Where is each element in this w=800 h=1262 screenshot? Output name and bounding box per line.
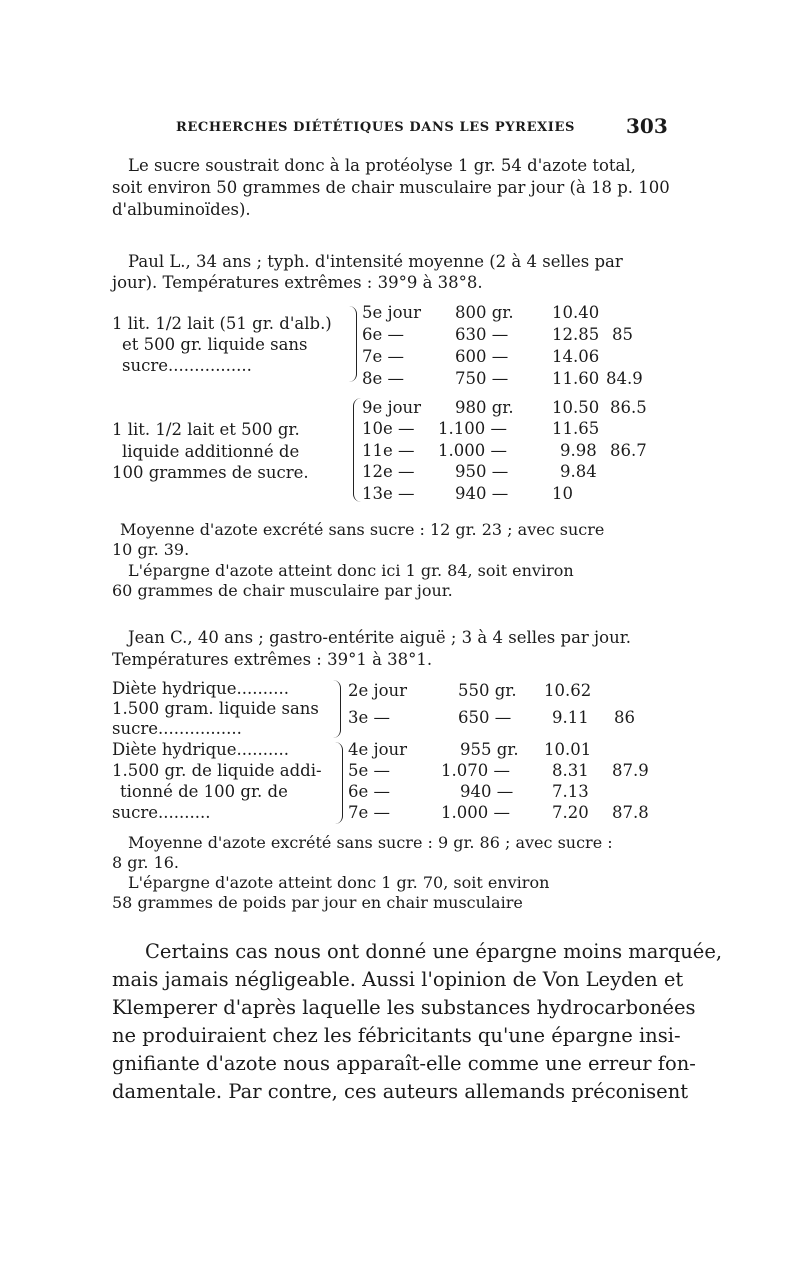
azote: 10.50 xyxy=(552,398,600,417)
azote: 11.65 xyxy=(552,419,600,438)
intro-line-3: d'albuminoïdes). xyxy=(112,200,251,219)
weight: 550 gr. xyxy=(458,681,517,700)
brace xyxy=(348,306,357,382)
extra: 86.7 xyxy=(610,441,647,460)
weight: 980 gr. xyxy=(455,398,514,417)
weight: 1.000 — xyxy=(441,803,510,822)
azote: 7.20 xyxy=(552,803,589,822)
day: 10e — xyxy=(362,419,415,438)
case2-summary-4: 58 grammes de poids par jour en chair musculaire xyxy=(112,893,523,912)
case2-g2-label-1: Diète hydrique.......... xyxy=(112,740,289,759)
azote: 10.40 xyxy=(552,303,600,322)
conclusion-line-5: gnifiante d'azote nous apparaît-elle comme une erreur fon- xyxy=(112,1052,696,1075)
extra: 85 xyxy=(612,325,633,344)
weight: 600 — xyxy=(455,347,509,366)
case1-summary-2: 10 gr. 39. xyxy=(112,540,190,559)
conclusion-line-4: ne produiraient chez les fébricitants qu'une épargne insi- xyxy=(112,1024,681,1047)
case2-line-1: Jean C., 40 ans ; gastro-entérite aiguë ; 3 à 4 selles par jour. xyxy=(128,628,632,647)
conclusion-line-6: damentale. Par contre, ces auteurs allemands préconisent xyxy=(112,1080,689,1103)
azote: 10.62 xyxy=(544,681,592,700)
running-title: RECHERCHES DIÉTÉTIQUES DANS LES PYREXIES xyxy=(176,120,575,135)
case1-summary-4: 60 grammes de chair musculaire par jour. xyxy=(112,581,453,600)
weight: 1.100 — xyxy=(438,419,507,438)
azote: 7.13 xyxy=(552,782,589,801)
azote: 9.11 xyxy=(552,708,589,727)
case2-summary-2: 8 gr. 16. xyxy=(112,853,180,872)
weight: 955 gr. xyxy=(460,740,519,759)
day: 8e — xyxy=(362,369,405,388)
case2-g1-label-3: sucre................ xyxy=(112,719,242,738)
day: 5e jour xyxy=(362,303,422,322)
case2-g2-label-2: 1.500 gr. de liquide addi- xyxy=(112,761,322,780)
case2-summary-1: Moyenne d'azote excrété sans sucre : 9 gr. 86 ; avec sucre : xyxy=(128,833,613,852)
case2-g2-label-3: tionné de 100 gr. de xyxy=(120,782,288,801)
extra: 87.8 xyxy=(612,803,649,822)
case2-summary-3: L'épargne d'azote atteint donc 1 gr. 70, soit environ xyxy=(128,873,550,892)
day: 7e — xyxy=(348,803,391,822)
weight: 800 gr. xyxy=(455,303,514,322)
weight: 940 — xyxy=(460,782,514,801)
day: 7e — xyxy=(362,347,405,366)
extra: 87.9 xyxy=(612,761,649,780)
conclusion-line-3: Klemperer d'après laquelle les substances hydrocarbonées xyxy=(112,996,696,1019)
brace xyxy=(334,742,343,824)
azote: 10.01 xyxy=(544,740,592,759)
azote: 14.06 xyxy=(552,347,600,366)
day: 3e — xyxy=(348,708,391,727)
extra: 86 xyxy=(614,708,635,727)
extra: 86.5 xyxy=(610,398,647,417)
day: 13e — xyxy=(362,484,415,503)
case2-g1-label-1: Diète hydrique.......... xyxy=(112,679,289,698)
brace xyxy=(353,398,362,502)
case1-line-1: Paul L., 34 ans ; typh. d'intensité moyenne (2 à 4 selles par xyxy=(128,252,623,271)
weight: 950 — xyxy=(455,462,509,481)
intro-line-1: Le sucre soustrait donc à la protéolyse 1 gr. 54 d'azote total, xyxy=(128,156,636,175)
weight: 940 — xyxy=(455,484,509,503)
brace xyxy=(332,680,341,738)
case1-g2-label-1: 1 lit. 1/2 lait et 500 gr. xyxy=(112,420,300,439)
case1-g2-label-2: liquide additionné de xyxy=(122,442,300,461)
day: 11e — xyxy=(362,441,415,460)
case1-summary-3: L'épargne d'azote atteint donc ici 1 gr. 84, soit environ xyxy=(128,561,574,580)
weight: 750 — xyxy=(455,369,509,388)
weight: 630 — xyxy=(455,325,509,344)
azote: 12.85 xyxy=(552,325,600,344)
azote: 9.84 xyxy=(560,462,597,481)
case1-g1-label-3: sucre................ xyxy=(122,356,252,375)
day: 2e jour xyxy=(348,681,408,700)
day: 9e jour xyxy=(362,398,422,417)
day: 4e jour xyxy=(348,740,408,759)
conclusion-line-2: mais jamais négligeable. Aussi l'opinion de Von Leyden et xyxy=(112,968,684,991)
weight: 650 — xyxy=(458,708,512,727)
case2-g2-label-4: sucre.......... xyxy=(112,803,211,822)
conclusion-line-1: Certains cas nous ont donné une épargne moins marquée, xyxy=(145,940,723,963)
day: 12e — xyxy=(362,462,415,481)
case2-g1-label-2: 1.500 gram. liquide sans xyxy=(112,699,319,718)
day: 5e — xyxy=(348,761,391,780)
intro-line-2: soit environ 50 grammes de chair musculaire par jour (à 18 p. 100 xyxy=(112,178,670,197)
case1-summary-1: Moyenne d'azote excrété sans sucre : 12 gr. 23 ; avec sucre xyxy=(120,520,605,539)
azote: 11.60 xyxy=(552,369,600,388)
case1-g2-label-3: 100 grammes de sucre. xyxy=(112,463,309,482)
case1-g1-label-2: et 500 gr. liquide sans xyxy=(122,335,308,354)
extra: 84.9 xyxy=(606,369,643,388)
day: 6e — xyxy=(348,782,391,801)
azote: 9.98 xyxy=(560,441,597,460)
weight: 1.000 — xyxy=(438,441,507,460)
azote: 8.31 xyxy=(552,761,589,780)
case2-line-2: Températures extrêmes : 39°1 à 38°1. xyxy=(112,650,433,669)
weight: 1.070 — xyxy=(441,761,510,780)
day: 6e — xyxy=(362,325,405,344)
case1-line-2: jour). Températures extrêmes : 39°9 à 38°8. xyxy=(112,273,483,292)
azote: 10 xyxy=(552,484,573,503)
case1-g1-label-1: 1 lit. 1/2 lait (51 gr. d'alb.) xyxy=(112,314,332,333)
page-number: 303 xyxy=(626,114,668,138)
